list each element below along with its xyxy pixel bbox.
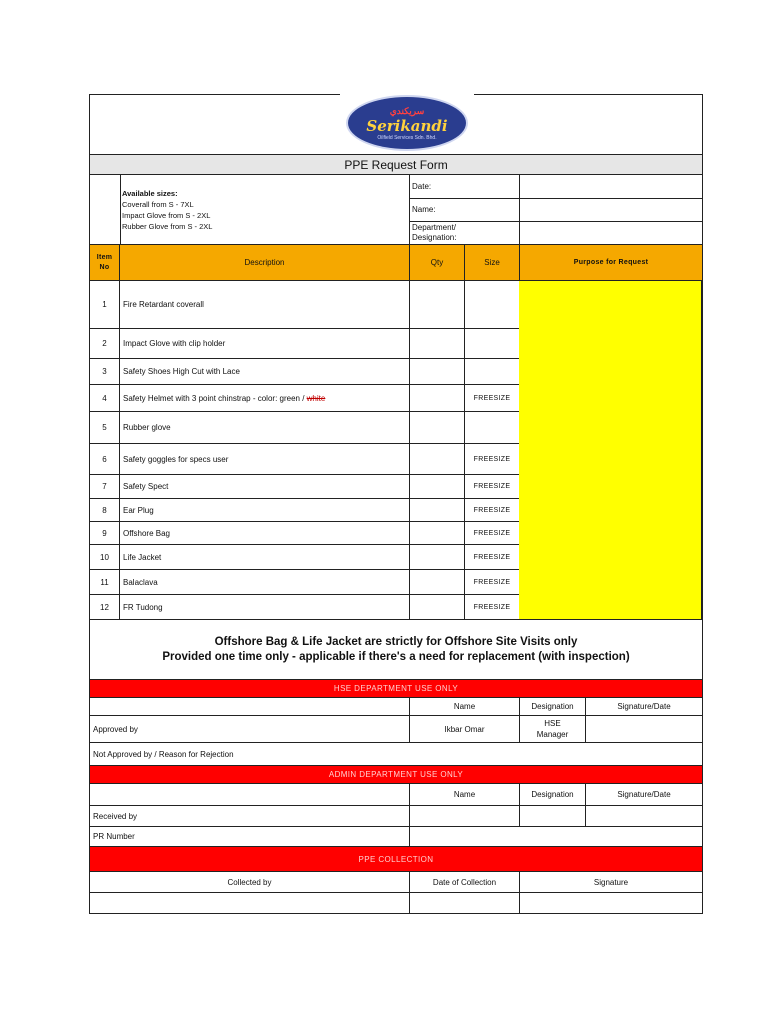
qty-field[interactable]: [410, 570, 465, 594]
pr-number-field[interactable]: [410, 827, 702, 846]
item-no: 11: [90, 570, 120, 594]
item-no: 8: [90, 499, 120, 521]
item-no: 4: [90, 385, 120, 411]
size-field[interactable]: FREESIZE: [465, 385, 520, 411]
logo-brand-text: Serikandi: [366, 116, 448, 135]
size-field[interactable]: FREESIZE: [465, 545, 520, 569]
name-label: Name:: [410, 199, 519, 223]
qty-field[interactable]: [410, 475, 465, 498]
notice-line1: Offshore Bag & Life Jacket are strictly for Offshore Site Visits only: [214, 635, 578, 648]
offshore-notice: [90, 620, 702, 679]
info-block: [89, 175, 703, 245]
item-no: 6: [90, 444, 120, 474]
received-signature-field[interactable]: [586, 806, 702, 826]
admin-col-signature: Signature/Date: [617, 790, 671, 799]
qty-field[interactable]: [410, 412, 465, 443]
form-title: PPE Request Form: [344, 157, 448, 172]
item-description: Fire Retardant coverall: [120, 281, 410, 328]
date-label: Date:: [410, 175, 519, 199]
collection-entry-row: [89, 893, 703, 914]
size-rubber-glove: Rubber Glove from S - 2XL: [122, 221, 213, 231]
collection-date-field[interactable]: [410, 893, 520, 913]
col-qty: Qty: [410, 245, 465, 280]
approved-by-label: Approved by: [90, 716, 410, 742]
hse-rejection-row: [89, 743, 703, 766]
col-item-line1: Item: [96, 253, 113, 261]
item-no: 9: [90, 522, 120, 544]
item-description: Balaclava: [120, 570, 410, 594]
company-logo: [340, 93, 474, 153]
size-field[interactable]: FREESIZE: [465, 475, 520, 498]
received-name-field[interactable]: [410, 806, 520, 826]
pr-number-label: PR Number: [90, 827, 410, 846]
size-impact-glove: Impact Glove from S - 2XL: [122, 210, 211, 220]
not-approved-label[interactable]: Not Approved by / Reason for Rejection: [93, 749, 234, 759]
size-field[interactable]: FREESIZE: [465, 570, 520, 594]
size-field[interactable]: [465, 281, 520, 328]
col-item-no: [90, 245, 120, 280]
department-label-line1: Department/: [412, 223, 457, 233]
hse-header-row: [89, 698, 703, 716]
item-description: Life Jacket: [120, 545, 410, 569]
title-row: [89, 155, 703, 175]
sizes-divider: [120, 175, 121, 244]
item-description: Rubber glove: [120, 412, 410, 443]
notice-line2: Provided one time only - applicable if there's a need for replacement (with inspection): [162, 650, 630, 663]
qty-field[interactable]: [410, 522, 465, 544]
item-no: 12: [90, 595, 120, 619]
hse-header-blank: [90, 698, 410, 715]
purpose-field[interactable]: [519, 281, 702, 620]
col-size: Size: [465, 245, 520, 280]
approver-designation[interactable]: [520, 716, 586, 742]
collected-by-field[interactable]: [90, 893, 410, 913]
item-description: Safety Shoes High Cut with Lace: [120, 359, 410, 384]
department-label: [410, 222, 519, 244]
logo-arabic-text: سريكندي: [389, 105, 425, 116]
qty-field[interactable]: [410, 595, 465, 619]
approver-signature-field[interactable]: [586, 716, 702, 742]
item-no: 7: [90, 475, 120, 498]
approver-name[interactable]: Ikbar Omar: [410, 716, 520, 742]
item-no: 5: [90, 412, 120, 443]
col-purpose: Purpose for Request: [573, 259, 649, 266]
admin-header-blank: [90, 784, 410, 805]
date-field[interactable]: [520, 175, 702, 199]
item-description: [120, 385, 410, 411]
admin-col-designation: Designation: [520, 784, 586, 805]
item-description: FR Tudong: [120, 595, 410, 619]
qty-field[interactable]: [410, 281, 465, 328]
department-field[interactable]: [520, 222, 702, 244]
logo-sub-text: Oilfield Services Sdn. Bhd.: [377, 134, 437, 141]
admin-pr-row: [89, 827, 703, 847]
size-field[interactable]: [465, 359, 520, 384]
item-description: Impact Glove with clip holder: [120, 329, 410, 358]
sizes-title: Available sizes:: [122, 188, 178, 198]
item-no: 1: [90, 281, 120, 328]
qty-field[interactable]: [410, 359, 465, 384]
size-coverall: Coverall from S - 7XL: [122, 199, 194, 209]
size-field[interactable]: FREESIZE: [465, 499, 520, 521]
table-header: [89, 245, 703, 281]
size-field[interactable]: [465, 412, 520, 443]
col-date-of-collection: Date of Collection: [410, 872, 520, 892]
admin-received-row: [89, 806, 703, 827]
info-labels: [410, 175, 520, 244]
hse-col-name: Name: [410, 698, 520, 715]
info-fields: [520, 175, 702, 244]
name-field[interactable]: [520, 199, 702, 223]
item-description: Safety Spect: [120, 475, 410, 498]
item-description: Safety goggles for specs user: [120, 444, 410, 474]
collection-header-row: [89, 872, 703, 893]
hse-col-signature: Signature/Date: [617, 702, 671, 711]
qty-field[interactable]: [410, 385, 465, 411]
qty-field[interactable]: [410, 545, 465, 569]
hse-approved-row: [89, 716, 703, 743]
item-description-text: Safety Helmet with 3 point chinstrap - color: green /: [123, 393, 307, 403]
notice-row: [89, 620, 703, 680]
qty-field[interactable]: [410, 329, 465, 358]
approver-designation-line1: HSE: [544, 719, 561, 728]
item-description: Offshore Bag: [120, 522, 410, 544]
department-label-line2: Designation:: [412, 233, 457, 243]
admin-section-bar: ADMIN DEPARTMENT USE ONLY: [89, 766, 703, 784]
collection-signature-field[interactable]: [520, 893, 702, 913]
size-field[interactable]: FREESIZE: [465, 595, 520, 619]
admin-col-name: Name: [410, 784, 520, 805]
received-designation-field[interactable]: [520, 806, 586, 826]
available-sizes: [90, 175, 410, 244]
collection-section-bar: PPE COLLECTION: [89, 847, 703, 872]
col-description: Description: [120, 245, 410, 280]
item-no: 10: [90, 545, 120, 569]
received-by-label: Received by: [90, 806, 410, 826]
col-collection-signature: Signature: [593, 877, 629, 887]
item-no: 2: [90, 329, 120, 358]
item-no: 3: [90, 359, 120, 384]
size-field[interactable]: [465, 329, 520, 358]
col-item-line2: No: [99, 263, 110, 271]
logo-emblem: [346, 95, 468, 151]
approver-designation-line2: Manager: [536, 730, 569, 739]
item-description-strikethrough: white: [306, 393, 326, 403]
col-collected-by: Collected by: [90, 872, 410, 892]
qty-field[interactable]: [410, 499, 465, 521]
item-description: Ear Plug: [120, 499, 410, 521]
hse-section-bar: HSE DEPARTMENT USE ONLY: [89, 680, 703, 698]
size-field[interactable]: FREESIZE: [465, 522, 520, 544]
logo-row: [89, 94, 703, 155]
admin-header-row: [89, 784, 703, 806]
hse-col-designation: Designation: [520, 698, 586, 715]
qty-field[interactable]: [410, 444, 465, 474]
size-field[interactable]: FREESIZE: [465, 444, 520, 474]
